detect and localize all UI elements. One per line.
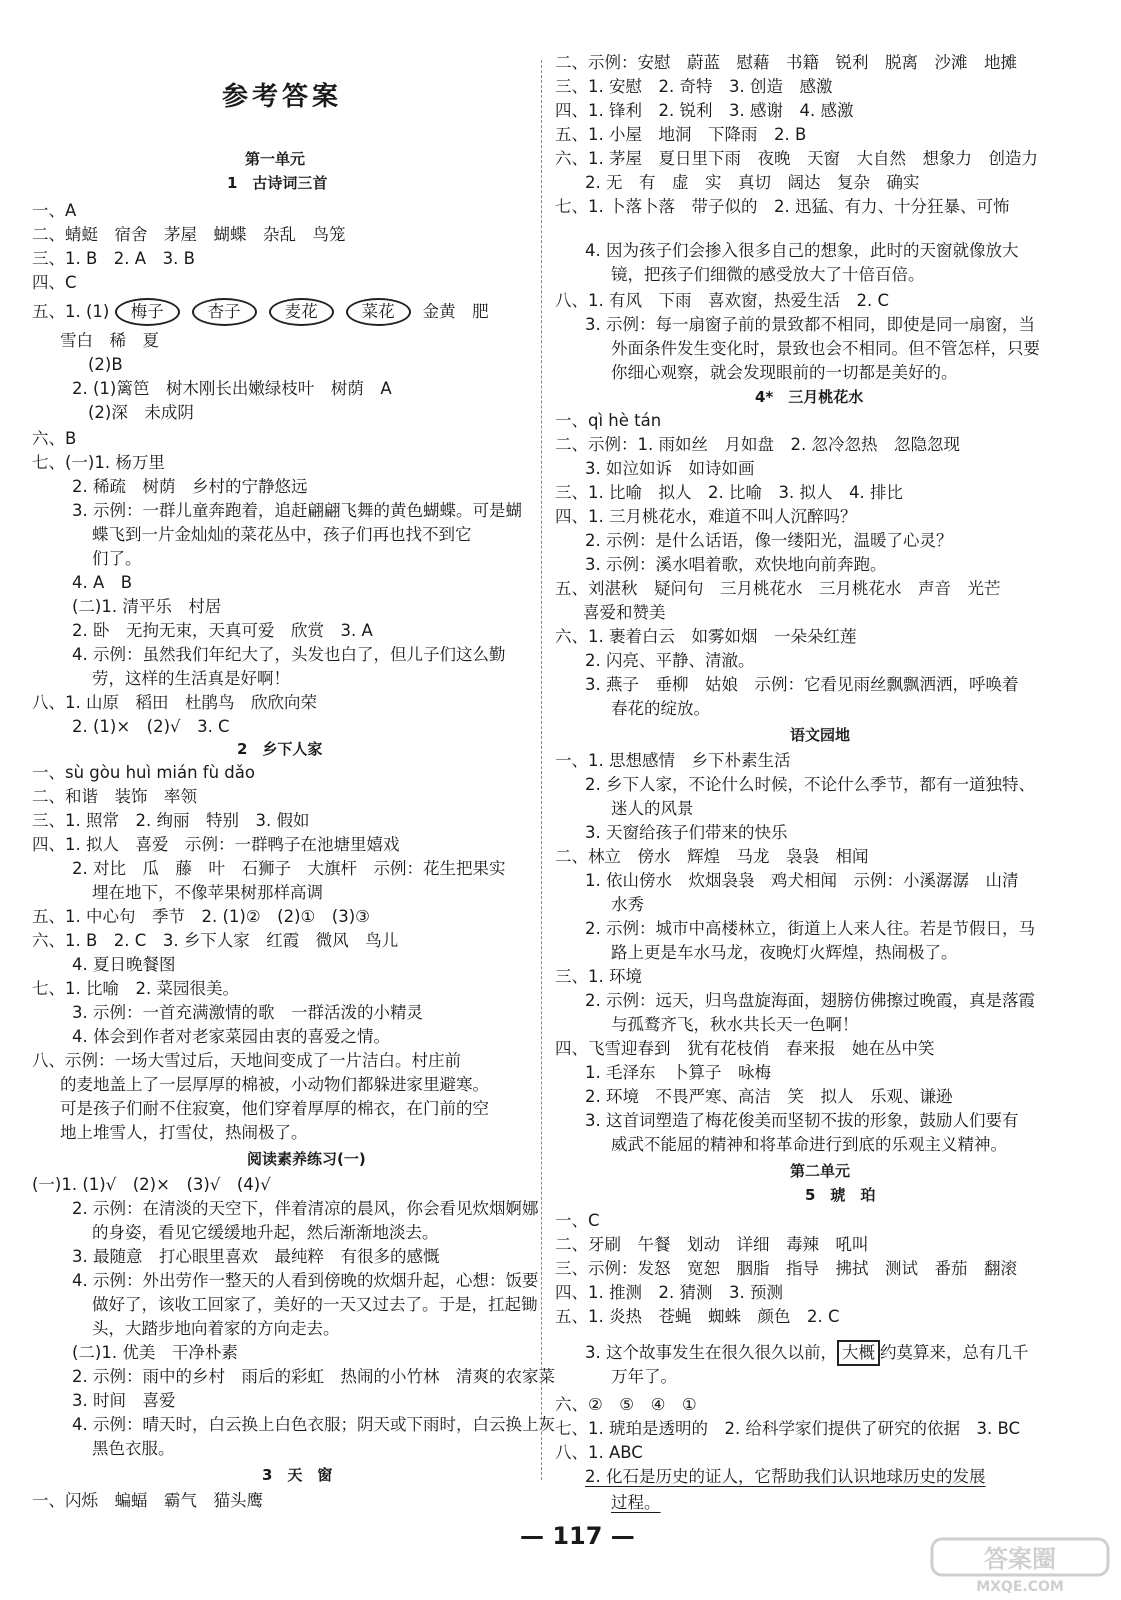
answer-line: 2. 乡下人家，不论什么时候，不论什么季节，都有一道独特、 xyxy=(585,775,1035,794)
answer-line: 一、C xyxy=(555,1211,600,1230)
answer-line: 3. 示例：溪水唱着歌，欢快地向前奔跑。 xyxy=(585,555,887,574)
answer-line: 三、1. 安慰 2. 奇特 3. 创造 感激 xyxy=(555,77,833,96)
answer-line: 4. 夏日晚餐图 xyxy=(72,955,176,974)
answer-line: 2. (1)× (2)√ 3. C xyxy=(72,717,230,736)
answer-line: 4. A B xyxy=(72,573,133,592)
answer-line: 五、1. 小屋 地洞 下降雨 2. B xyxy=(555,125,807,144)
answer-text: 金黄 肥 xyxy=(422,302,489,321)
answer-line: 三、1. B 2. A 3. B xyxy=(32,249,195,268)
answer-line: 4. 示例：晴天时，白云换上白色衣服；阴天或下雨时，白云换上灰 xyxy=(72,1415,555,1434)
answer-line: 四、1. 锋利 2. 锐利 3. 感谢 4. 感激 xyxy=(555,101,854,120)
answer-line: 八、1. 有风 下雨 喜欢窗，热爱生活 2. C xyxy=(555,291,889,310)
answer-line: 3. 如泣如诉 如诗如画 xyxy=(585,459,755,478)
answer-line: 4. 示例：虽然我们年纪大了，头发也白了，但儿子们这么勤 xyxy=(72,645,506,664)
answer-line: 五、1. 炎热 苍蝇 蜘蛛 颜色 2. C xyxy=(555,1307,840,1326)
answer-line: 3. 示例：一首充满激情的歌 一群活泼的小精灵 xyxy=(72,1003,423,1022)
answer-line: 八、1. ABC xyxy=(555,1443,643,1462)
answer-line: 雪白 稀 夏 xyxy=(60,331,159,350)
answer-line: 1. 毛泽东 卜算子 咏梅 xyxy=(585,1063,771,1082)
answer-line: 3. 最随意 打心眼里喜欢 最纯粹 有很多的感慨 xyxy=(72,1247,440,1266)
answer-line: 镜，把孩子们细微的感受放大了十倍百倍。 xyxy=(611,265,925,284)
answer-line: 2. 稀疏 树荫 乡村的宁静悠远 xyxy=(72,477,308,496)
answer-line: 2. 示例：在清淡的天空下，伴着清凉的晨风，你会看见炊烟婀娜 xyxy=(72,1199,539,1218)
answer-line: 迷人的风景 xyxy=(611,799,694,818)
answer-line: 2. 卧 无拘无束，天真可爱 欣赏 3. A xyxy=(72,621,373,640)
watermark-logo xyxy=(930,1535,1110,1595)
answer-line: 六、1. 茅屋 夏日里下雨 夜晚 天窗 大自然 想象力 创造力 xyxy=(555,149,1038,168)
answer-line: 3. 示例：每一扇窗子前的景致都不相同，即使是同一扇窗，当 xyxy=(585,315,1035,334)
unit-heading: 第二单元 xyxy=(790,1162,851,1180)
answer-line: 3. 燕子 垂柳 姑娘 示例：它看见雨丝飘飘洒洒，呼唤着 xyxy=(585,675,1019,694)
answer-line: 六、② ⑤ ④ ① xyxy=(555,1395,697,1414)
answer-line: 2. 示例：雨中的乡村 雨后的彩虹 热闹的小竹林 清爽的农家菜 xyxy=(72,1367,555,1386)
answer-line: 2. 环境 不畏严寒、高洁 笑 拟人 乐观、谦逊 xyxy=(585,1087,953,1106)
answer-line: 二、林立 傍水 辉煌 马龙 袅袅 相闻 xyxy=(555,847,869,866)
lesson-heading: 2 乡下人家 xyxy=(237,740,323,758)
answer-line: 3. 这首词塑造了梅花俊美而坚韧不拔的形象，鼓励人们要有 xyxy=(585,1111,1019,1130)
answer-line: 做好了，该收工回家了，美好的一天又过去了。于是，扛起锄 xyxy=(92,1295,538,1314)
answer-line: 2. 示例：是什么话语，像一缕阳光，温暖了心灵？ xyxy=(585,531,953,550)
answer-line: 1. 依山傍水 炊烟袅袅 鸡犬相闻 示例：小溪潺潺 山清 xyxy=(585,871,1019,890)
answer-line: 2. 化石是历史的证人，它帮助我们认识地球历史的发展 xyxy=(585,1467,986,1486)
answer-line: 3. 时间 喜爱 xyxy=(72,1391,176,1410)
page-title: 参考答案 xyxy=(222,82,343,112)
lesson-heading: 4* 三月桃花水 xyxy=(755,388,864,406)
answer-line: 劳，这样的生活真是好啊！ xyxy=(92,669,290,688)
svg-text:MXQE.COM: MXQE.COM xyxy=(976,1579,1064,1595)
answer-text: 约莫算来，总有几千 xyxy=(880,1343,1029,1362)
answer-line: 七、1. 琥珀是透明的 2. 给科学家们提供了研究的依据 3. BC xyxy=(555,1419,1021,1438)
answer-line: 们了。 xyxy=(92,549,142,568)
circled-answer: 菜花 xyxy=(346,298,411,326)
answer-line: 万年了。 xyxy=(611,1367,677,1386)
unit-heading: 第一单元 xyxy=(245,150,306,168)
answer-line: 七、1. 卜落卜落 带子似的 2. 迅猛、有力、十分狂暴、可怖 xyxy=(555,197,1010,216)
answer-line: (二)1. 清平乐 村居 xyxy=(72,597,222,616)
answer-line: 四、1. 推测 2. 猜测 3. 预测 xyxy=(555,1283,783,1302)
answer-line: 2. 无 有 虚 实 真切 阔达 复杂 确实 xyxy=(585,173,920,192)
answer-line: 三、1. 环境 xyxy=(555,967,642,986)
answer-line: 四、1. 三月桃花水，难道不叫人沉醉吗？ xyxy=(555,507,857,526)
answer-line: 一、闪烁 蝙蝠 霸气 猫头鹰 xyxy=(32,1491,263,1510)
answer-line: 过程。 xyxy=(611,1493,661,1512)
answer-line: 二、示例：1. 雨如丝 月如盘 2. 忽冷忽热 忽隐忽现 xyxy=(555,435,960,454)
answer-line: (2)深 未成阴 xyxy=(88,403,194,422)
boxed-word: 大概 xyxy=(837,1340,880,1366)
answer-line: 四、1. 拟人 喜爱 示例：一群鸭子在池塘里嬉戏 xyxy=(32,835,400,854)
answer-line: 三、1. 比喻 拟人 2. 比喻 3. 拟人 4. 排比 xyxy=(555,483,903,502)
lesson-heading: 1 古诗词三首 xyxy=(227,174,328,192)
answer-line: 二、和谐 装饰 率领 xyxy=(32,787,197,806)
answer-line: 威武不能屈的精神和将革命进行到底的乐观主义精神。 xyxy=(611,1135,1007,1154)
section-heading: 语文园地 xyxy=(790,726,851,744)
circled-answer: 杏子 xyxy=(192,298,257,326)
answer-line: 3. 示例：一群儿童奔跑着，追赶翩翩飞舞的黄色蝴蝶。可是蝴 xyxy=(72,501,522,520)
answer-line: 六、1. B 2. C 3. 乡下人家 红霞 微风 鸟儿 xyxy=(32,931,399,950)
answer-line: 四、C xyxy=(32,273,77,292)
answer-line: 4. 示例：外出劳作一整天的人看到傍晚的炊烟升起，心想：饭要 xyxy=(72,1271,539,1290)
svg-text:答案圈: 答案圈 xyxy=(984,1545,1056,1573)
answer-line: 的麦地盖上了一层厚厚的棉被，小动物们都躲进家里避寒。 xyxy=(60,1075,489,1094)
lesson-heading: 3 天 窗 xyxy=(262,1466,333,1484)
answer-line: 黑色衣服。 xyxy=(92,1439,175,1458)
answer-line: 喜爱和赞美 xyxy=(583,603,666,622)
answer-line: 七、1. 比喻 2. 菜园很美。 xyxy=(32,979,239,998)
answer-line: 2. 闪亮、平静、清澈。 xyxy=(585,651,755,670)
answer-line: 的身姿，看见它缓缓地升起，然后渐渐地淡去。 xyxy=(92,1223,439,1242)
answer-line: 埋在地下，不像苹果树那样高调 xyxy=(92,883,323,902)
page-number: — 117 — xyxy=(520,1522,635,1550)
answer-line: 蝶飞到一片金灿灿的菜花丛中，孩子们再也找不到它 xyxy=(92,525,472,544)
answer-line: 外面条件发生变化时，景致也会不相同。但不管怎样，只要 xyxy=(611,339,1040,358)
answer-line: 一、qì hè tán xyxy=(555,411,662,430)
answer-line: 头，大踏步地向着家的方向走去。 xyxy=(92,1319,340,1338)
circled-answer: 麦花 xyxy=(269,298,334,326)
lesson-heading: 5 琥 珀 xyxy=(805,1186,876,1204)
answer-line: 水秀 xyxy=(611,895,644,914)
answer-text: 五、1. (1) xyxy=(32,302,110,321)
answer-line: 五、刘湛秋 疑问句 三月桃花水 三月桃花水 声音 光芒 xyxy=(555,579,1001,598)
answer-line xyxy=(585,1340,1029,1366)
answer-line: 与孤鹜齐飞，秋水共长天一色啊！ xyxy=(611,1015,859,1034)
answer-line: 三、1. 照常 2. 绚丽 特别 3. 假如 xyxy=(32,811,310,830)
circled-answer: 梅子 xyxy=(115,298,180,326)
answer-line: 三、示例：发怒 宽恕 胭脂 指导 拂拭 测试 番茄 翻滚 xyxy=(555,1259,1017,1278)
answer-line: 2. (1)篱笆 树木刚长出嫩绿枝叶 树荫 A xyxy=(72,379,392,398)
answer-line: 地上堆雪人，打雪仗，热闹极了。 xyxy=(60,1123,308,1142)
answer-line: 五、1. 中心句 季节 2. (1)② (2)① (3)③ xyxy=(32,907,370,926)
answer-line: 二、蜻蜓 宿舍 茅屋 蝴蝶 杂乱 鸟笼 xyxy=(32,225,346,244)
answer-line: 二、牙刷 午餐 划动 详细 毒辣 吼叫 xyxy=(555,1235,869,1254)
answer-line: 二、示例：安慰 蔚蓝 慰藉 书籍 锐利 脱离 沙滩 地摊 xyxy=(555,53,1017,72)
answer-line: 2. 对比 瓜 藤 叶 石狮子 大旗杆 示例：花生把果实 xyxy=(72,859,506,878)
answer-line xyxy=(32,298,489,326)
answer-line: 可是孩子们耐不住寂寞，他们穿着厚厚的棉衣，在门前的空 xyxy=(60,1099,489,1118)
answer-line: 七、(一)1. 杨万里 xyxy=(32,453,165,472)
answer-line: 3. 天窗给孩子们带来的快乐 xyxy=(585,823,788,842)
answer-line: 4. 因为孩子们会掺入很多自己的想象，此时的天窗就像放大 xyxy=(585,241,1019,260)
answer-line: 六、B xyxy=(32,429,77,448)
answer-line: 一、A xyxy=(32,201,77,220)
answer-line: 六、1. 裹着白云 如雾如烟 一朵朵红莲 xyxy=(555,627,857,646)
answer-line: 你细心观察，就会发现眼前的一切都是美好的。 xyxy=(611,363,958,382)
answer-line: 一、1. 思想感情 乡下朴素生活 xyxy=(555,751,791,770)
column-divider xyxy=(541,60,542,1480)
answer-line: (一)1. (1)√ (2)× (3)√ (4)√ xyxy=(32,1175,271,1194)
answer-line: 春花的绽放。 xyxy=(611,699,710,718)
answer-line: (2)B xyxy=(88,355,123,374)
answer-text: 3. 这个故事发生在很久很久以前， xyxy=(585,1343,837,1362)
answer-line: 八、1. 山原 稻田 杜鹃鸟 欣欣向荣 xyxy=(32,693,317,712)
answer-line: 四、飞雪迎春到 犹有花枝俏 春来报 她在丛中笑 xyxy=(555,1039,935,1058)
answer-line: 2. 示例：远天，归鸟盘旋海面，翅膀仿佛擦过晚霞，真是落霞 xyxy=(585,991,1035,1010)
answer-line: 一、sù gòu huì mián fù dǎo xyxy=(32,763,255,782)
answer-line: 路上更是车水马龙，夜晚灯火辉煌，热闹极了。 xyxy=(611,943,958,962)
answer-line: 4. 体会到作者对老家菜园由衷的喜爱之情。 xyxy=(72,1027,390,1046)
section-heading: 阅读素养练习(一) xyxy=(247,1150,366,1168)
answer-line: 2. 示例：城市中高楼林立，街道上人来人往。若是节假日，马 xyxy=(585,919,1035,938)
answer-line: (二)1. 优美 干净朴素 xyxy=(72,1343,238,1362)
answer-line: 八、示例：一场大雪过后，天地间变成了一片洁白。村庄前 xyxy=(32,1051,461,1070)
